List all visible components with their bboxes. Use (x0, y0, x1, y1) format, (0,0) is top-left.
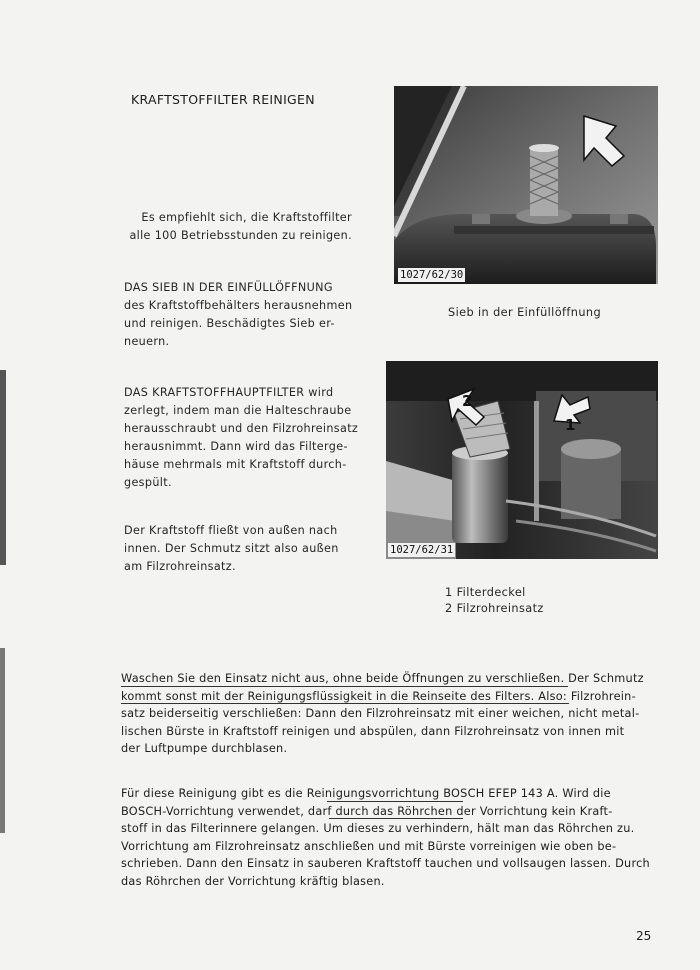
mainfilter-line: zerlegt, indem man die Halteschraube (124, 404, 352, 417)
intro-paragraph (112, 209, 352, 245)
scan-edge-mark-top (0, 370, 6, 565)
mainfilter-line: herausnimmt. Dann wird das Filterge- (124, 440, 348, 453)
photo1-caption-text: Sieb in der Einfüllöffnung (448, 306, 602, 319)
flow-paragraph (124, 522, 354, 576)
sieve-line: neuern. (124, 335, 170, 348)
sieve-line: des Kraftstoffbehälters herausnehmen (124, 299, 353, 312)
bosch-underline-1 (327, 801, 463, 802)
wash-underline-1 (121, 686, 568, 687)
flow-line: Der Kraftstoff fließt von außen nach (124, 524, 338, 537)
photo2-figure-id: 1027/62/31 (390, 544, 454, 556)
mainfilter-line: herausschraubt und den Filzrohreinsatz (124, 422, 359, 435)
photo2-marker-2: 2 (462, 392, 473, 410)
photo1-caption (448, 305, 601, 321)
wash-paragraph (121, 670, 656, 758)
sieve-line: DAS SIEB IN DER EINFÜLLÖFFNUNG (124, 281, 333, 294)
mainfilter-line: gespült. (124, 476, 172, 489)
photo1-figure-id: 1027/62/30 (400, 269, 464, 281)
flow-line: am Filzrohreinsatz. (124, 560, 236, 573)
bosch-line: das Röhrchen der Vorrichtung kräftig blasen. (121, 874, 385, 888)
mainfilter-line: häuse mehrmals mit Kraftstoff durch- (124, 458, 347, 471)
mainfilter-paragraph (124, 384, 359, 492)
mainfilter-line: DAS KRAFTSTOFFHAUPTFILTER wird (124, 386, 334, 399)
photo2-marker-1: 1 (565, 416, 576, 434)
scan-edge-mark-bottom (0, 648, 5, 833)
sieve-paragraph (124, 279, 354, 351)
bosch-line: schrieben. Dann den Einsatz in sauberen Kraftstoff tauchen und vollsaugen lassen. Durch (121, 857, 650, 870)
sieve-line: und reinigen. Beschädigtes Sieb er- (124, 317, 335, 330)
bosch-line: Für diese Reinigung gibt es die Reinigungsvorrichtung BOSCH EFEP 143 A. Wird die (121, 787, 611, 800)
intro-line: Es empfiehlt sich, die Kraftstoffilter (141, 211, 352, 224)
flow-line: innen. Der Schmutz sitzt also außen (124, 542, 339, 555)
photo-fuel-tank-sieve (394, 86, 658, 284)
wash-line: lischen Bürste in Kraftstoff reinigen und abspülen, dann Filzrohreinsatz von innen mit (121, 724, 625, 738)
photo-main-filter (386, 361, 658, 559)
photo2-caption (445, 585, 544, 617)
section-heading: KRAFTSTOFFILTER REINIGEN (131, 92, 315, 107)
bosch-underline-2 (329, 818, 463, 819)
bosch-line: BOSCH-Vorrichtung verwendet, darf durch das Röhrchen der Vorrichtung kein Kraft- (121, 804, 613, 818)
page-number: 25 (636, 929, 652, 943)
wash-line: Waschen Sie den Einsatz nicht aus, ohne beide Öffnungen zu verschließen. Der Schmutz (121, 672, 644, 685)
bosch-line: stoff in das Filterinnere gelangen. Um dieses zu verhindern, hält man das Röhrchen zu. (121, 822, 635, 835)
wash-line: satz beiderseitig verschließen: Dann den Filzrohreinsatz mit einer weichen, nicht metal- (121, 707, 640, 720)
intro-line: alle 100 Betriebsstunden zu reinigen. (129, 229, 352, 242)
photo2-caption-line: 2 Filzrohreinsatz (445, 602, 544, 615)
wash-line: der Luftpumpe durchblasen. (121, 742, 288, 755)
wash-underline-2 (121, 703, 569, 704)
wash-line: kommt sonst mit der Reinigungsflüssigkeit in die Reinseite des Filters. Also: Filzrohrein- (121, 689, 636, 703)
bosch-line: Vorrichtung am Filzrohreinsatz anschließen und mit Bürste vorreinigen wie oben be- (121, 839, 617, 853)
photo2-caption-line: 1 Filterdeckel (445, 586, 526, 599)
